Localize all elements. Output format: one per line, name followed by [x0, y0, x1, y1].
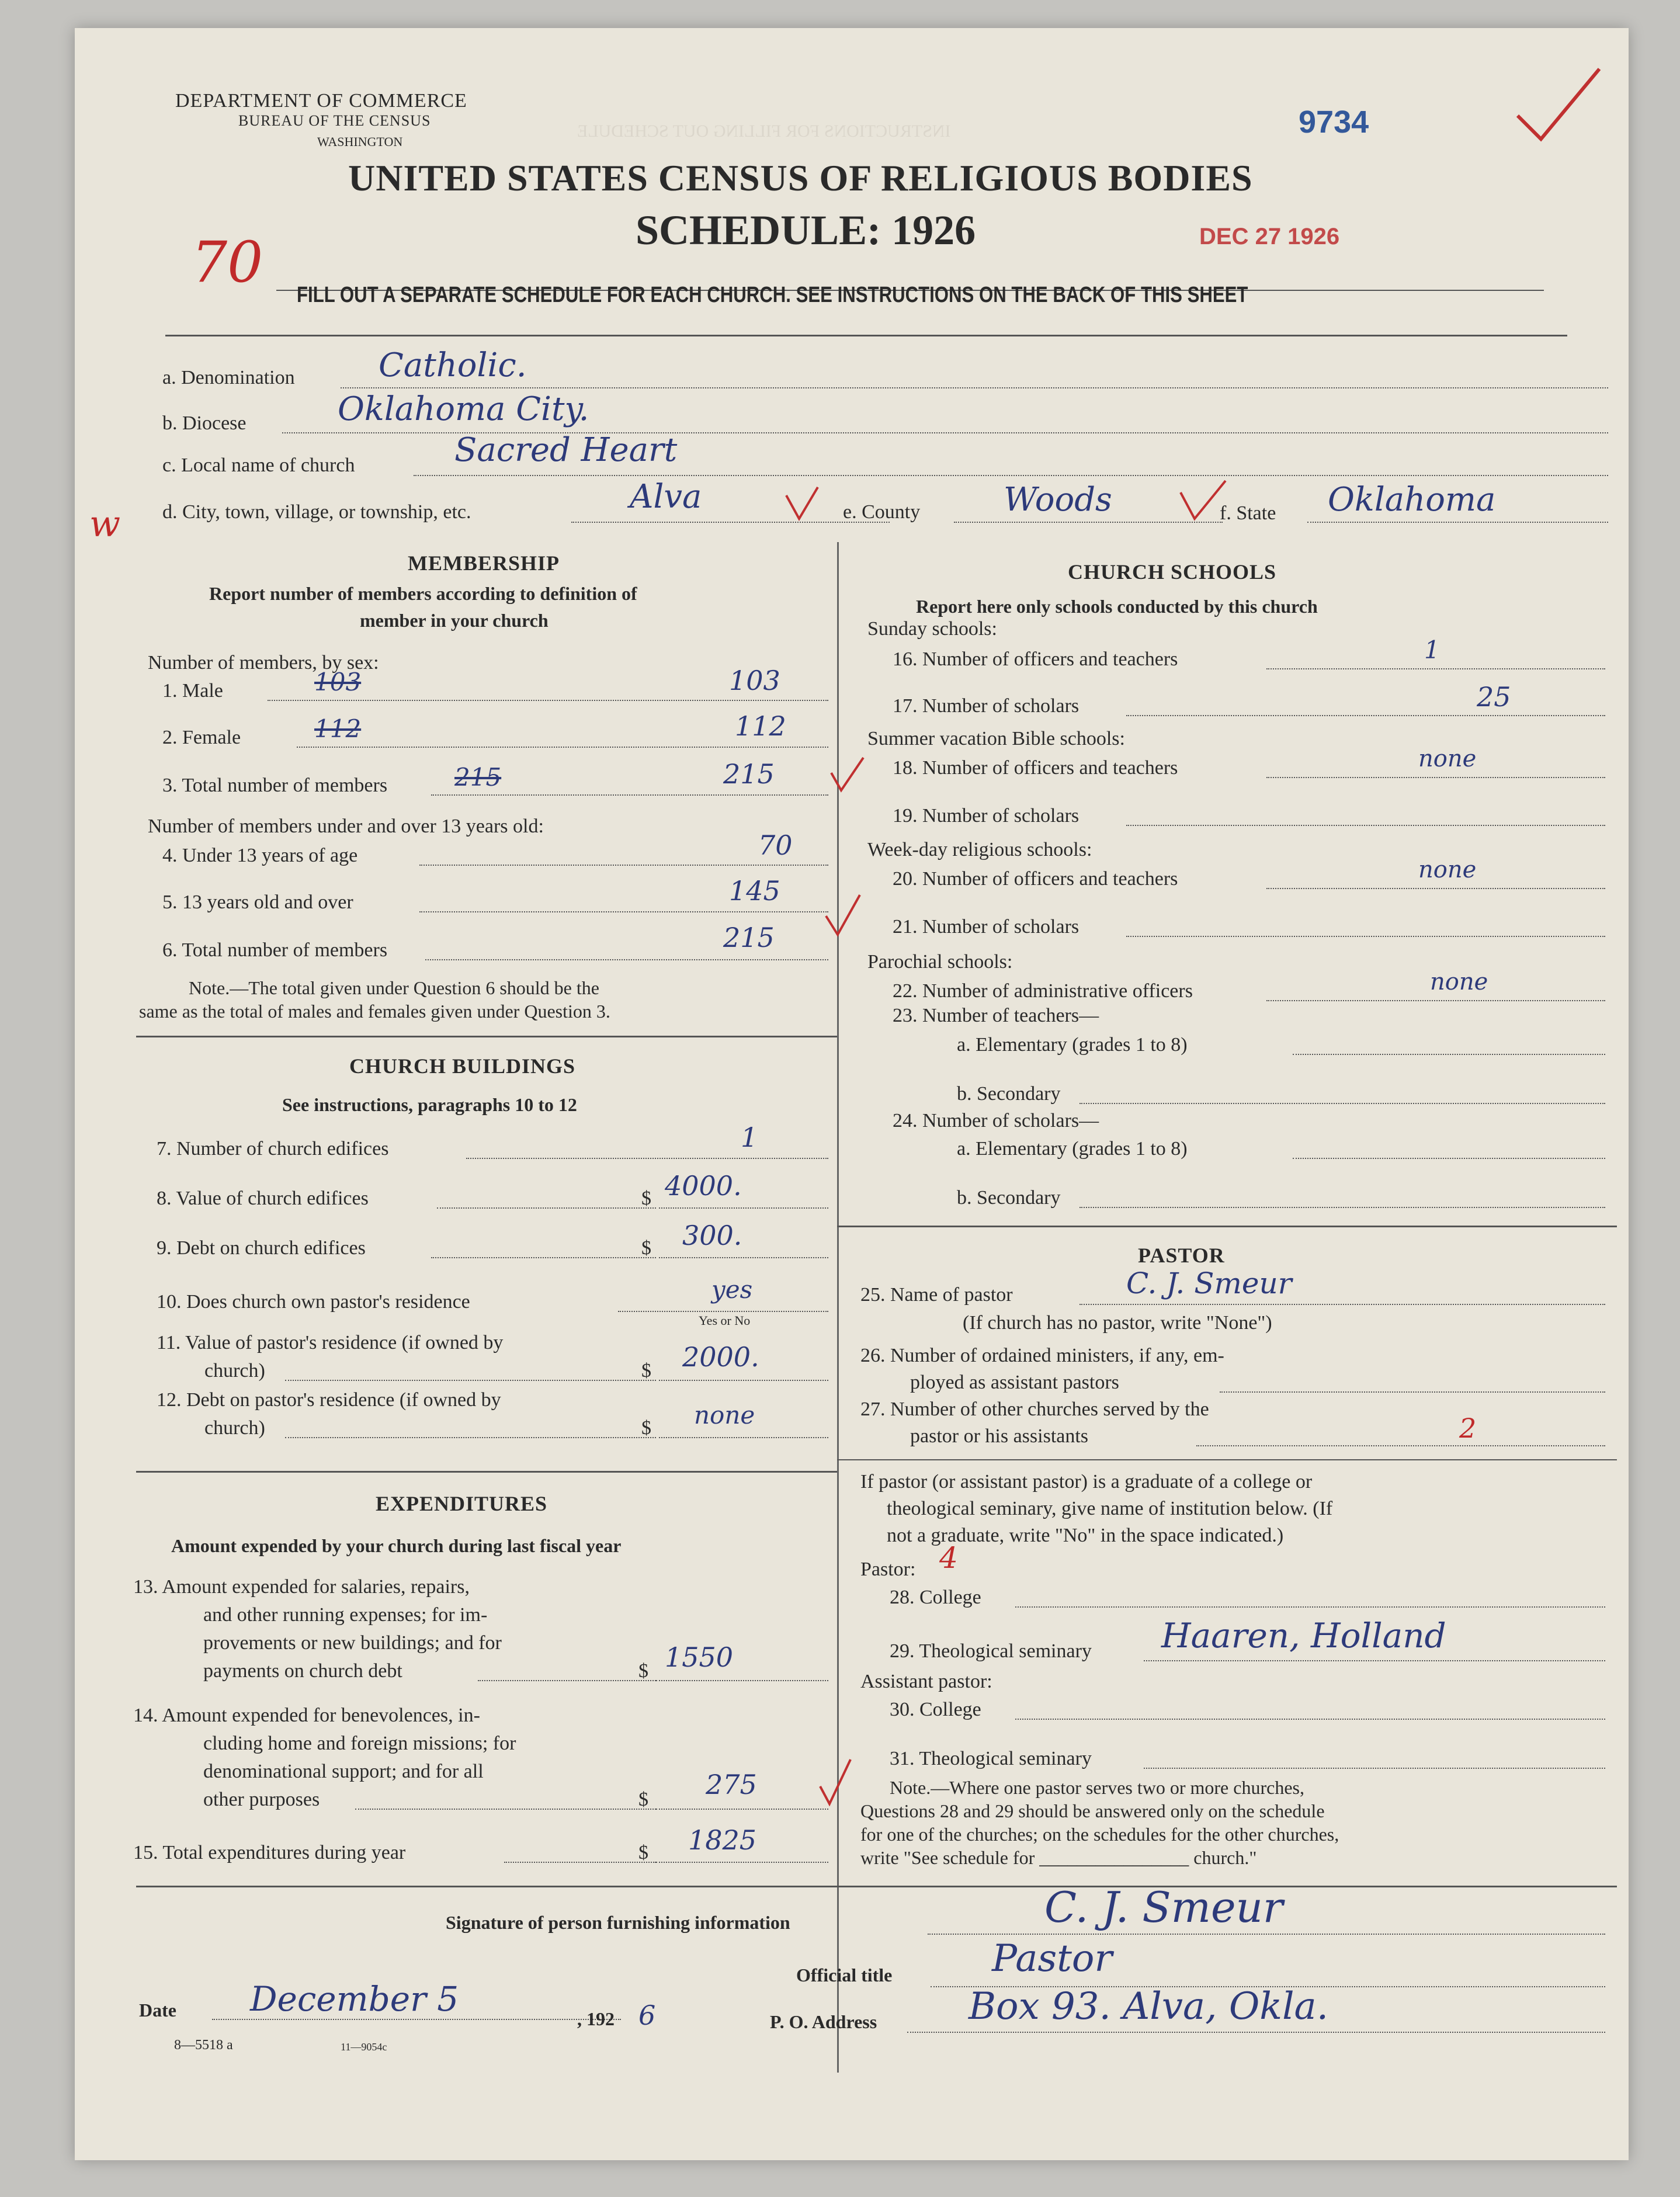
q1-label: 1. Male — [162, 680, 223, 702]
q10-value: yes — [711, 1275, 753, 1304]
q2-label: 2. Female — [162, 727, 241, 748]
q13-line-1: 13. Amount expended for salaries, repairs, — [133, 1576, 470, 1598]
q9-amount-line — [659, 1257, 828, 1258]
q30-label: 30. College — [890, 1699, 981, 1720]
q24-label: 24. Number of scholars— — [893, 1110, 1099, 1132]
q20-label: 20. Number of officers and teachers — [893, 868, 1178, 890]
pastor-divider — [837, 1459, 1617, 1460]
denomination-value: Catholic. — [379, 346, 527, 384]
signature-value: C. J. Smeur — [1044, 1883, 1283, 1932]
q16-value: 1 — [1424, 636, 1440, 664]
official-title-label: Official title — [796, 1965, 893, 1986]
q10-label: 10. Does church own pastor's residence — [157, 1291, 470, 1313]
expenditures-title: EXPENDITURES — [376, 1492, 548, 1515]
q12-value: none — [694, 1401, 755, 1429]
pastor-subheading: Pastor: — [860, 1559, 916, 1580]
q15-line — [504, 1862, 656, 1863]
q3-struck-value: 215 — [454, 763, 502, 792]
q12-line — [285, 1437, 656, 1438]
q8-label: 8. Value of church edifices — [157, 1188, 369, 1209]
q20-value: none — [1418, 856, 1477, 883]
q18-line — [1266, 777, 1605, 778]
bleed-through-text: INSTRUCTIONS FOR FILLING OUT SCHEDULE — [577, 122, 951, 141]
graduate-text-1: If pastor (or assistant pastor) is a graduate of a college or — [860, 1471, 1313, 1493]
q15-dollar: $ — [638, 1842, 648, 1863]
q24b-line — [1079, 1207, 1605, 1208]
pastor-note-4: write "See schedule for ________________ church." — [860, 1847, 1257, 1868]
q21-label: 21. Number of scholars — [893, 916, 1079, 938]
buildings-subtitle: See instructions, paragraphs 10 to 12 — [282, 1094, 577, 1115]
q8-amount-line — [659, 1207, 828, 1209]
q13-amount-line — [656, 1680, 828, 1681]
q23b-label: b. Secondary — [957, 1083, 1061, 1105]
q8-line — [437, 1207, 656, 1209]
q6-value: 215 — [723, 922, 775, 953]
form-number: 8—5518 a — [174, 2038, 233, 2053]
church-name-value: Sacred Heart — [454, 431, 678, 469]
summer-schools-heading: Summer vacation Bible schools: — [867, 728, 1125, 749]
footer-divider — [136, 1886, 1617, 1887]
date-value: December 5 — [250, 1979, 459, 2019]
denomination-line — [341, 387, 1608, 388]
q27-value: 2 — [1459, 1412, 1477, 1444]
q22-line — [1266, 1000, 1605, 1001]
date-label: Date — [139, 2000, 176, 2021]
q29-label: 29. Theological seminary — [890, 1640, 1092, 1662]
q6-label: 6. Total number of members — [162, 939, 388, 961]
census-schedule-sheet — [75, 28, 1629, 2160]
pastor-note-3: for one of the churches; on the schedules for the other churches, — [860, 1824, 1339, 1845]
q2-value: 112 — [735, 710, 786, 742]
q10-line — [618, 1311, 828, 1312]
q14-value: 275 — [706, 1769, 757, 1800]
q15-value: 1825 — [688, 1824, 757, 1856]
q7-value: 1 — [741, 1122, 758, 1153]
sunday-schools-heading: Sunday schools: — [867, 618, 997, 640]
q8-dollar: $ — [641, 1188, 651, 1209]
members-by-sex: Number of members, by sex: — [148, 652, 379, 674]
q14-line — [355, 1809, 656, 1810]
red-checkmark-icon — [817, 1757, 858, 1810]
q22-label: 22. Number of administrative officers — [893, 980, 1193, 1002]
q17-line — [1126, 715, 1605, 716]
red-checkmark-icon — [782, 484, 822, 525]
q9-dollar: $ — [641, 1237, 651, 1259]
q11-label-2: church) — [204, 1360, 265, 1382]
membership-intro-2: member in your church — [360, 610, 549, 631]
q11-value: 2000. — [682, 1341, 759, 1373]
q27-label-2: pastor or his assistants — [910, 1425, 1089, 1447]
denomination-label: a. Denomination — [162, 367, 295, 388]
red-handwritten-mark: 70 — [192, 230, 263, 295]
church-name-label: c. Local name of church — [162, 454, 355, 476]
q25-value: C. J. Smeur — [1126, 1266, 1292, 1300]
instruction-line: FILL OUT A SEPARATE SCHEDULE FOR EACH CHURCH. SEE INSTRUCTIONS ON THE BACK OF THIS SHEET — [297, 283, 1248, 307]
bureau-line: BUREAU OF THE CENSUS — [238, 112, 431, 129]
q27-label-1: 27. Number of other churches served by the — [860, 1398, 1209, 1420]
q29-value: Haaren, Holland — [1161, 1616, 1446, 1655]
county-value: Woods — [1004, 481, 1112, 519]
buildings-divider — [136, 1471, 837, 1473]
q1-value: 103 — [729, 665, 780, 696]
q13-line-4: payments on church debt — [203, 1660, 402, 1682]
red-margin-mark: w — [89, 502, 121, 545]
membership-title: MEMBERSHIP — [408, 551, 560, 575]
city-value: Alva — [630, 478, 702, 516]
membership-intro-1: Report number of members according to definition of — [209, 583, 637, 604]
q2-line — [297, 747, 828, 748]
red-checkmark-icon — [828, 755, 869, 796]
q11-dollar: $ — [641, 1360, 651, 1382]
city-line — [571, 522, 890, 523]
pastor-title: PASTOR — [1138, 1244, 1225, 1267]
q22-value: none — [1430, 969, 1488, 995]
q14-dollar: $ — [638, 1789, 648, 1810]
state-line — [1307, 522, 1608, 523]
q23a-label: a. Elementary (grades 1 to 8) — [957, 1034, 1188, 1056]
q30-line — [1015, 1719, 1605, 1720]
q6-line — [425, 959, 828, 960]
q17-value: 25 — [1477, 681, 1511, 713]
q13-line-3: provements or new buildings; and for — [203, 1632, 502, 1654]
q24a-label: a. Elementary (grades 1 to 8) — [957, 1138, 1188, 1160]
q11-amount-line — [659, 1380, 828, 1381]
q19-line — [1126, 825, 1605, 826]
q11-line — [285, 1380, 656, 1381]
schools-subtitle: Report here only schools conducted by this church — [916, 596, 1318, 617]
red-checkmark-icon — [1512, 63, 1605, 151]
pastor-note-1: Note.—Where one pastor serves two or more churches, — [890, 1777, 1304, 1798]
q19-label: 19. Number of scholars — [893, 805, 1079, 827]
diocese-value: Oklahoma City. — [338, 390, 589, 428]
q4-value: 70 — [758, 829, 793, 861]
q8-value: 4000. — [665, 1170, 742, 1202]
pastor-red-mark: 4 — [939, 1541, 958, 1575]
q4-label: 4. Under 13 years of age — [162, 845, 358, 866]
q16-label: 16. Number of officers and teachers — [893, 648, 1178, 670]
washington-line: WASHINGTON — [317, 134, 403, 149]
po-address-line — [907, 2032, 1605, 2033]
official-title-value: Pastor — [992, 1937, 1113, 1980]
q9-label: 9. Debt on church edifices — [157, 1237, 366, 1259]
county-label: e. County — [843, 501, 921, 523]
q3-value: 215 — [723, 758, 775, 790]
state-value: Oklahoma — [1328, 481, 1496, 519]
q5-label: 5. 13 years old and over — [162, 891, 353, 913]
q12-amount-line — [659, 1437, 828, 1438]
q14-amount-line — [656, 1809, 828, 1810]
q15-label: 15. Total expenditures during year — [133, 1842, 406, 1863]
assistant-subheading: Assistant pastor: — [860, 1671, 992, 1692]
q17-label: 17. Number of scholars — [893, 695, 1079, 717]
q14-line-3: denominational support; and for all — [203, 1761, 484, 1782]
q21-line — [1126, 936, 1605, 937]
parochial-schools-heading: Parochial schools: — [867, 951, 1013, 973]
q10-hint: Yes or No — [699, 1313, 751, 1328]
q31-label: 31. Theological seminary — [890, 1748, 1092, 1769]
q14-line-1: 14. Amount expended for benevolences, in- — [133, 1705, 480, 1726]
q18-label: 18. Number of officers and teachers — [893, 757, 1178, 779]
q9-line — [431, 1257, 656, 1258]
q11-label-1: 11. Value of pastor's residence (if owned by — [157, 1332, 504, 1353]
church-name-line — [414, 475, 1608, 476]
po-address-label: P. O. Address — [770, 2011, 877, 2032]
q15-amount-line — [656, 1862, 828, 1863]
q13-line-2: and other running expenses; for im- — [203, 1604, 488, 1626]
q23a-line — [1293, 1054, 1605, 1055]
q12-dollar: $ — [641, 1417, 651, 1439]
q14-line-4: other purposes — [203, 1789, 320, 1810]
date-line — [212, 2019, 621, 2020]
membership-note-1: Note.—The total given under Question 6 should be the — [189, 977, 599, 998]
weekday-schools-heading: Week-day religious schools: — [867, 839, 1092, 860]
header-divider — [165, 335, 1567, 336]
q5-value: 145 — [729, 875, 780, 907]
date-received-stamp: DEC 27 1926 — [1199, 224, 1340, 249]
form-title: UNITED STATES CENSUS OF RELIGIOUS BODIES — [348, 157, 1253, 199]
q16-line — [1266, 668, 1605, 669]
stamp-number: 9734 — [1299, 105, 1369, 140]
q4-line — [419, 865, 828, 866]
signature-line — [928, 1934, 1605, 1935]
q27-line — [1196, 1445, 1605, 1446]
q7-label: 7. Number of church edifices — [157, 1138, 389, 1160]
q29-line — [1144, 1660, 1605, 1661]
buildings-title: CHURCH BUILDINGS — [349, 1054, 576, 1078]
schools-title: CHURCH SCHOOLS — [1068, 560, 1277, 584]
q25-label: 25. Name of pastor — [860, 1284, 1013, 1306]
q20-line — [1266, 888, 1605, 889]
q5-line — [419, 911, 828, 912]
schools-divider — [837, 1226, 1617, 1227]
membership-divider — [136, 1036, 837, 1037]
schedule-title: SCHEDULE: 1926 — [636, 207, 976, 254]
po-address-value: Box 93. Alva, Okla. — [969, 1985, 1329, 2028]
q1-struck-value: 103 — [314, 668, 362, 696]
diocese-label: b. Diocese — [162, 412, 247, 434]
q28-line — [1015, 1606, 1605, 1608]
year-prefix: , 192 — [577, 2008, 615, 2029]
q13-value: 1550 — [665, 1641, 734, 1673]
membership-note-2: same as the total of males and females given under Question 3. — [139, 1001, 610, 1022]
q31-line — [1144, 1768, 1605, 1769]
q7-line — [466, 1158, 828, 1159]
q12-label-2: church) — [204, 1417, 265, 1439]
q1-line — [268, 700, 828, 701]
q9-value: 300. — [682, 1220, 742, 1251]
graduate-text-3: not a graduate, write "No" in the space indicated.) — [887, 1525, 1284, 1546]
year-digit: 6 — [638, 2000, 656, 2031]
q13-line — [478, 1680, 656, 1681]
q3-label: 3. Total number of members — [162, 775, 388, 796]
signature-label: Signature of person furnishing information — [446, 1912, 790, 1933]
department-line: DEPARTMENT OF COMMERCE — [175, 90, 467, 112]
q23b-line — [1079, 1103, 1605, 1104]
expenditures-subtitle: Amount expended by your church during last fiscal year — [171, 1535, 622, 1556]
q26-label-2: ployed as assistant pastors — [910, 1372, 1119, 1393]
q25-hint: (If church has no pastor, write "None") — [963, 1312, 1272, 1334]
q3-line — [431, 794, 828, 796]
q26-line — [1220, 1391, 1605, 1393]
q18-value: none — [1418, 745, 1477, 772]
q25-line — [1079, 1304, 1605, 1305]
members-by-age: Number of members under and over 13 years old: — [148, 815, 544, 837]
q13-dollar: $ — [638, 1660, 648, 1682]
print-number: 11—9054c — [341, 2041, 387, 2053]
pastor-note-2: Questions 28 and 29 should be answered only on the schedule — [860, 1800, 1325, 1821]
q2-struck-value: 112 — [314, 714, 362, 743]
q23-label: 23. Number of teachers— — [893, 1005, 1099, 1026]
q26-label-1: 26. Number of ordained ministers, if any, em- — [860, 1345, 1224, 1366]
q14-line-2: cluding home and foreign missions; for — [203, 1733, 516, 1754]
state-label: f. State — [1220, 502, 1276, 524]
city-label: d. City, town, village, or township, etc. — [162, 501, 471, 523]
graduate-text-2: theological seminary, give name of institution below. (If — [887, 1498, 1333, 1519]
q24b-label: b. Secondary — [957, 1187, 1061, 1209]
q28-label: 28. College — [890, 1587, 981, 1608]
q12-label-1: 12. Debt on pastor's residence (if owned by — [157, 1389, 501, 1411]
q24a-line — [1293, 1158, 1605, 1159]
red-checkmark-icon — [822, 893, 869, 939]
